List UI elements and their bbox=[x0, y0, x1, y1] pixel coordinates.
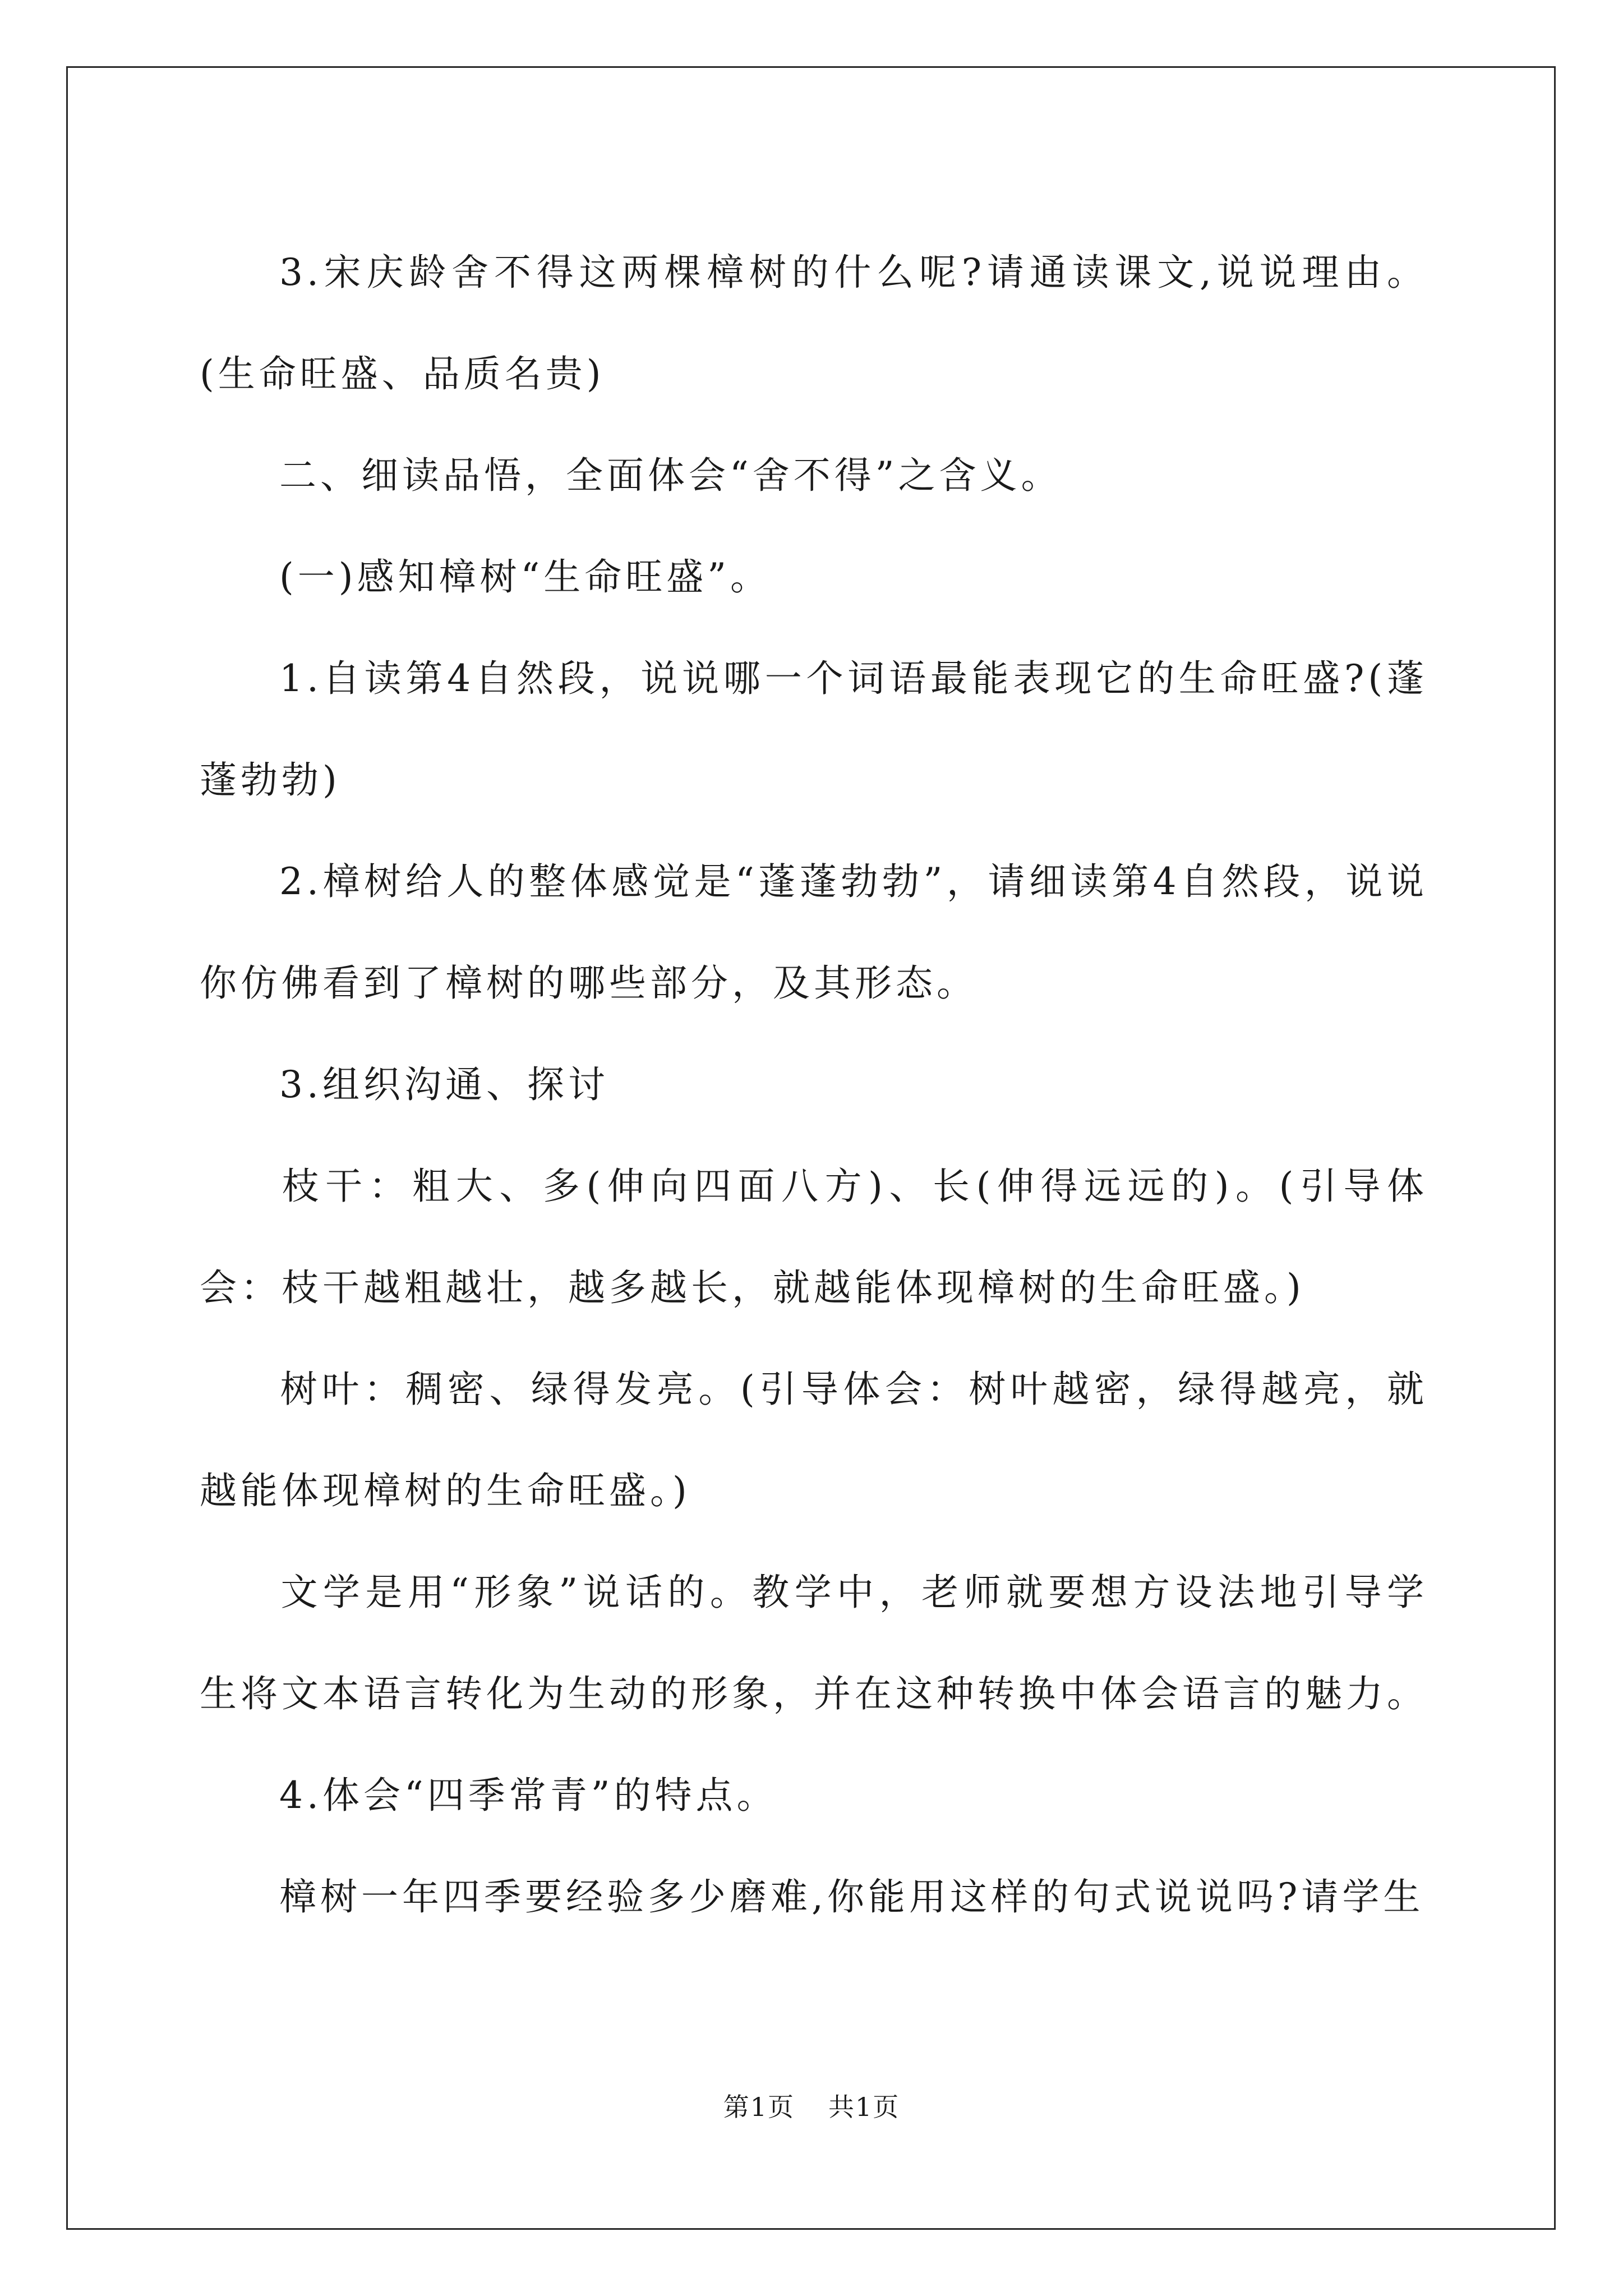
document-body bbox=[200, 222, 1428, 1948]
paragraph-1: 3.宋庆龄舍不得这两棵樟树的什么呢?请通读课文,说说理由。(生命旺盛、品质名贵) bbox=[200, 251, 1428, 395]
paragraph-3: (一)感知樟树“生命旺盛”。 bbox=[279, 555, 771, 599]
paragraph-9: 文学是用“形象”说话的。教学中，老师就要想方设法地引导学生将文本语言转化为生动的形象，并在这种转换中体会语言的魅力。 bbox=[200, 1571, 1428, 1715]
paragraph-4: 1.自读第4自然段，说说哪一个词语最能表现它的生命旺盛?(蓬蓬勃勃) bbox=[200, 657, 1428, 802]
paragraph-6: 3.组织沟通、探讨 bbox=[279, 1063, 609, 1106]
paragraph-10: 4.体会“四季常青”的特点。 bbox=[279, 1774, 778, 1817]
paragraph-7: 枝干：粗大、多(伸向四面八方)、长(伸得远远的)。(引导体会：枝干越粗越壮，越多越长，就越能体现樟树的生命旺盛。) bbox=[200, 1165, 1428, 1309]
paragraph-11: 樟树一年四季要经验多少磨难,你能用这样的句式说说吗?请学生 bbox=[279, 1875, 1424, 1918]
page-footer bbox=[0, 2087, 1623, 2124]
paragraph-8: 树叶：稠密、绿得发亮。(引导体会：树叶越密，绿得越亮，就越能体现樟树的生命旺盛。) bbox=[200, 1368, 1428, 1512]
page-number-current: 第1页 bbox=[723, 2092, 795, 2122]
paragraph-2: 二、细读品悟，全面体会“舍不得”之含义。 bbox=[279, 454, 1062, 497]
page-number-total: 共1页 bbox=[828, 2092, 900, 2122]
paragraph-5: 2.樟树给人的整体感觉是“蓬蓬勃勃”，请细读第4自然段，说说你仿佛看到了樟树的哪些部分，及其形态。 bbox=[200, 860, 1428, 1005]
